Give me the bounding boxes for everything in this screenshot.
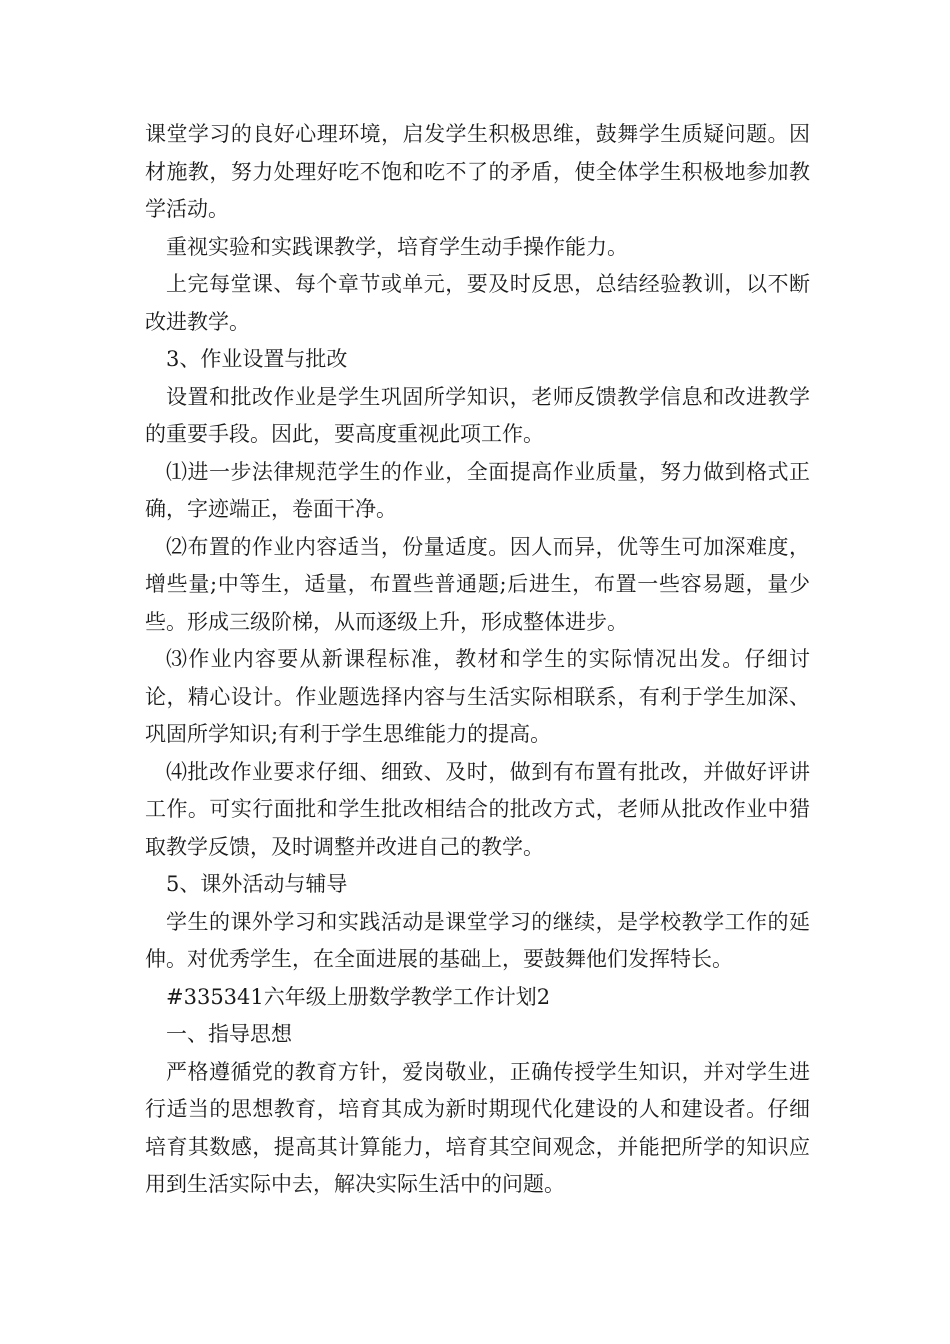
section-heading-homework: 3、作业设置与批改 xyxy=(166,347,348,371)
list-item-homework-2: ⑵布置的作业内容适当，份量适度。因人而异，优等生可加深难度，增些量;中等生，适量，布置些普通题;后进生，布置一些容易题，量少些。形成三级阶梯，从而逐级上升，形成整体进步。 xyxy=(145,534,810,634)
section-heading-guiding-thought: 一、指导思想 xyxy=(166,1022,292,1046)
section-heading-extracurricular: 5、课外活动与辅导 xyxy=(166,872,348,896)
document-page xyxy=(145,116,810,1204)
paragraph-continuation: 课堂学习的良好心理环境，启发学生积极思维，鼓舞学生质疑问题。因材施教，努力处理好吃不饱和吃不了的矛盾，使全体学生积极地参加教学活动。 xyxy=(145,122,810,221)
paragraph-extracurricular: 学生的课外学习和实践活动是课堂学习的继续，是学校教学工作的延伸。对优秀学生，在全面进展的基础上，要鼓舞他们发挥特长。 xyxy=(145,909,810,971)
list-item-homework-3: ⑶作业内容要从新课程标准，教材和学生的实际情况出发。仔细讨论，精心设计。作业题选择内容与生活实际相联系，有利于学生加深、巩固所学知识;有利于学生思维能力的提高。 xyxy=(145,647,810,746)
paragraph-guiding-thought: 严格遵循党的教育方针，爱岗敬业，正确传授学生知识，并对学生进行适当的思想教育，培育其成为新时期现代化建设的人和建设者。仔细培育其数感，提高其计算能力，培育其空间观念，并能把所学的知识应用到生活实际中去，解决实际生活中的问题。 xyxy=(145,1059,810,1196)
document-title: #335341六年级上册数学教学工作计划2 xyxy=(166,984,551,1009)
list-item-homework-4: ⑷批改作业要求仔细、细致、及时，做到有布置有批改，并做好评讲工作。可实行面批和学生批改相结合的批改方式，老师从批改作业中猎取教学反馈，及时调整并改进自己的教学。 xyxy=(145,759,810,859)
list-item-homework-1: ⑴进一步法律规范学生的作业，全面提高作业质量，努力做到格式正确，字迹端正，卷面干净。 xyxy=(145,459,810,521)
paragraph-homework-intro: 设置和批改作业是学生巩固所学知识，老师反馈教学信息和改进教学的重要手段。因此，要高度重视此项工作。 xyxy=(145,384,810,446)
paragraph-experiment: 重视实验和实践课教学，培育学生动手操作能力。 xyxy=(166,234,628,259)
paragraph-reflection: 上完每堂课、每个章节或单元，要及时反思，总结经验教训，以不断改进教学。 xyxy=(145,272,810,334)
